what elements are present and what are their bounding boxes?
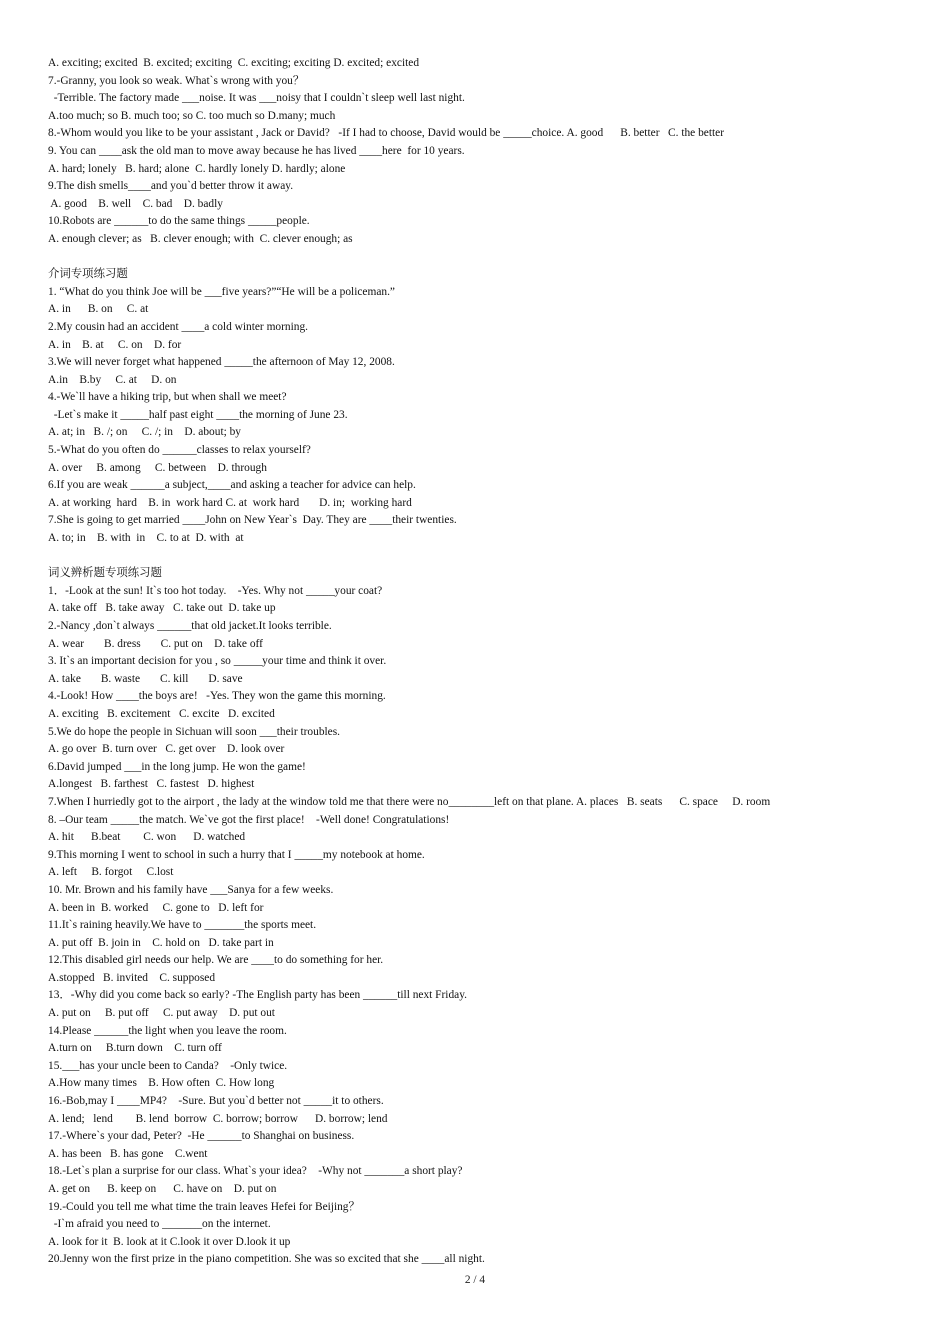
text-line: A. take B. waste C. kill D. save — [48, 672, 243, 685]
text-line: -I`m afraid you need to _______on the internet. — [48, 1218, 271, 1231]
text-line: 3.We will never forget what happened _____the afternoon of May 12, 2008. — [48, 356, 395, 369]
text-line: 6.If you are weak ______a subject,____and asking a teacher for advice can help. — [48, 479, 416, 492]
text-line: 2.-Nancy ,don`t always ______that old jacket.It looks terrible. — [48, 620, 332, 632]
text-line: A. hard; lonely B. hard; alone C. hardly lonely D. hardly; alone — [48, 162, 346, 175]
text-line: A. take off B. take away C. take out D. take up — [48, 602, 276, 615]
text-line: 19.-Could you tell me what time the train leaves Hefei for Beijing？ — [48, 1200, 360, 1213]
text-line: -Let`s make it _____half past eight ____the morning of June 23. — [48, 408, 348, 421]
text-line: 6.David jumped ___in the long jump. He won the game! — [48, 760, 306, 773]
text-line: A.stopped B. invited C. supposed — [48, 971, 216, 984]
text-line: 4.-Look! How ____the boys are! -Yes. They won the game this morning. — [48, 690, 386, 703]
text-line: A.too much; so B. much too; so C. too much so D.many; much — [48, 109, 336, 122]
text-line: 1. “What do you think Joe will be ___five years?”“He will be a policeman.” — [48, 285, 395, 298]
text-line: 3. It`s an important decision for you , so _____your time and think it over. — [48, 655, 387, 668]
blank-line — [48, 548, 928, 566]
text-line: A. get on B. keep on C. have on D. put on — [48, 1183, 277, 1195]
text-line: 8. –Our team _____the match. We`ve got the first place! -Well done! Congratulations! — [48, 813, 450, 826]
text-line: 1．-Look at the sun! It`s too hot today. -Yes. Why not _____your coat? — [48, 584, 383, 597]
text-line: 介词专项练习题 — [48, 268, 128, 281]
text-line: 11.It`s raining heavily.We have to _______the sports meet. — [48, 919, 317, 932]
text-line: A.turn on B.turn down C. turn off — [48, 1042, 222, 1055]
text-line: 16.-Bob,may I ____MP4? -Sure. But you`d better not _____it to others. — [48, 1095, 384, 1108]
text-line: A. put on B. put off C. put away D. put out — [48, 1007, 275, 1020]
text-line: A.longest B. farthest C. fastest D. highest — [48, 778, 255, 791]
text-line: A. left B. forgot C.lost — [48, 866, 174, 879]
text-line: A. go over B. turn over C. get over D. look over — [48, 743, 285, 756]
text-line: A. at working hard B. in work hard C. at work hard D. in; working hard — [48, 496, 412, 509]
exercise-text-body — [48, 55, 928, 1269]
text-line: A. wear B. dress C. put on D. take off — [48, 637, 263, 650]
text-line: A. in B. on C. at — [48, 303, 149, 316]
text-line: 10.Robots are ______to do the same things _____people. — [48, 215, 310, 228]
text-line: 18.-Let`s plan a surprise for our class. What`s your idea? -Why not _______a short play? — [48, 1165, 463, 1178]
text-line: 15.___has your uncle been to Canda? -Only twice. — [48, 1059, 288, 1072]
text-line: 14.Please ______the light when you leave the room. — [48, 1024, 287, 1037]
text-line: A. has been B. has gone C.went — [48, 1147, 208, 1160]
text-line: 9. You can ____ask the old man to move away because he has lived ____here for 10 years. — [48, 144, 465, 157]
text-line: 9.The dish smells____and you`d better throw it away. — [48, 180, 294, 193]
text-line: 17.-Where`s your dad, Peter? -He ______to Shanghai on business. — [48, 1130, 355, 1143]
blank-line — [48, 249, 928, 267]
text-line: -Terrible. The factory made ___noise. It was ___noisy that I couldn`t sleep well last night. — [48, 92, 465, 105]
text-line: A.How many times B. How often C. How long — [48, 1077, 275, 1090]
text-line: A. at; in B. /; on C. /; in D. about; by — [48, 426, 242, 439]
text-line: A. to; in B. with in C. to at D. with at — [48, 532, 244, 545]
text-line: A. in B. at C. on D. for — [48, 338, 182, 351]
page-number: 2 / 4 — [464, 1274, 486, 1286]
text-line: A. lend; lend B. lend borrow C. borrow; borrow D. borrow; lend — [48, 1112, 388, 1125]
text-line: 10. Mr. Brown and his family have ___Sanya for a few weeks. — [48, 883, 334, 896]
text-line: 9.This morning I went to school in such a hurry that I _____my notebook at home. — [48, 848, 425, 861]
text-line: 2.My cousin had an accident ____a cold winter morning. — [48, 320, 309, 333]
text-line: A. put off B. join in C. hold on D. take part in — [48, 936, 274, 949]
text-line: A. look for it B. look at it C.look it over D.look it up — [48, 1235, 291, 1248]
text-line: A.in B.by C. at D. on — [48, 373, 177, 386]
text-line: 5.We do hope the people in Sichuan will soon ___their troubles. — [48, 725, 341, 738]
text-line: 7.When I hurriedly got to the airport , the lady at the window told me that there were no________left on that plane. A. places B. seats C. space D. room — [48, 795, 771, 808]
text-line: A. exciting; excited B. excited; exciting C. exciting; exciting D. excited; excited — [48, 57, 420, 69]
text-line: A. exciting B. excitement C. excite D. excited — [48, 707, 275, 720]
text-line: 5.-What do you often do ______classes to relax yourself? — [48, 444, 311, 457]
text-line: 7.-Granny, you look so weak. What`s wrong with you？ — [48, 74, 305, 87]
text-line: A. over B. among C. between D. through — [48, 461, 267, 474]
text-line: A. good B. well C. bad D. badly — [48, 197, 223, 210]
text-line: 4.-We`ll have a hiking trip, but when shall we meet? — [48, 391, 287, 404]
text-line: A. been in B. worked C. gone to D. left for — [48, 901, 264, 914]
text-line: 词义辨析题专项练习题 — [48, 567, 162, 580]
text-line: 7.She is going to get married ____John on New Year`s Day. They are ____their twenties. — [48, 514, 457, 527]
text-line: 12.This disabled girl needs our help. We are ____to do something for her. — [48, 954, 384, 967]
text-line: 20.Jenny won the first prize in the piano competition. She was so excited that she ____all night. — [48, 1253, 485, 1266]
text-line: 8.-Whom would you like to be your assistant , Jack or David? -If I had to choose, David would be _____choice. A. good B. better C. the better — [48, 127, 725, 140]
text-line: 13．-Why did you come back so early? -The English party has been ______till next Friday. — [48, 989, 468, 1002]
text-line: A. enough clever; as B. clever enough; with C. clever enough; as — [48, 232, 353, 245]
text-line: A. hit B.beat C. won D. watched — [48, 831, 246, 844]
